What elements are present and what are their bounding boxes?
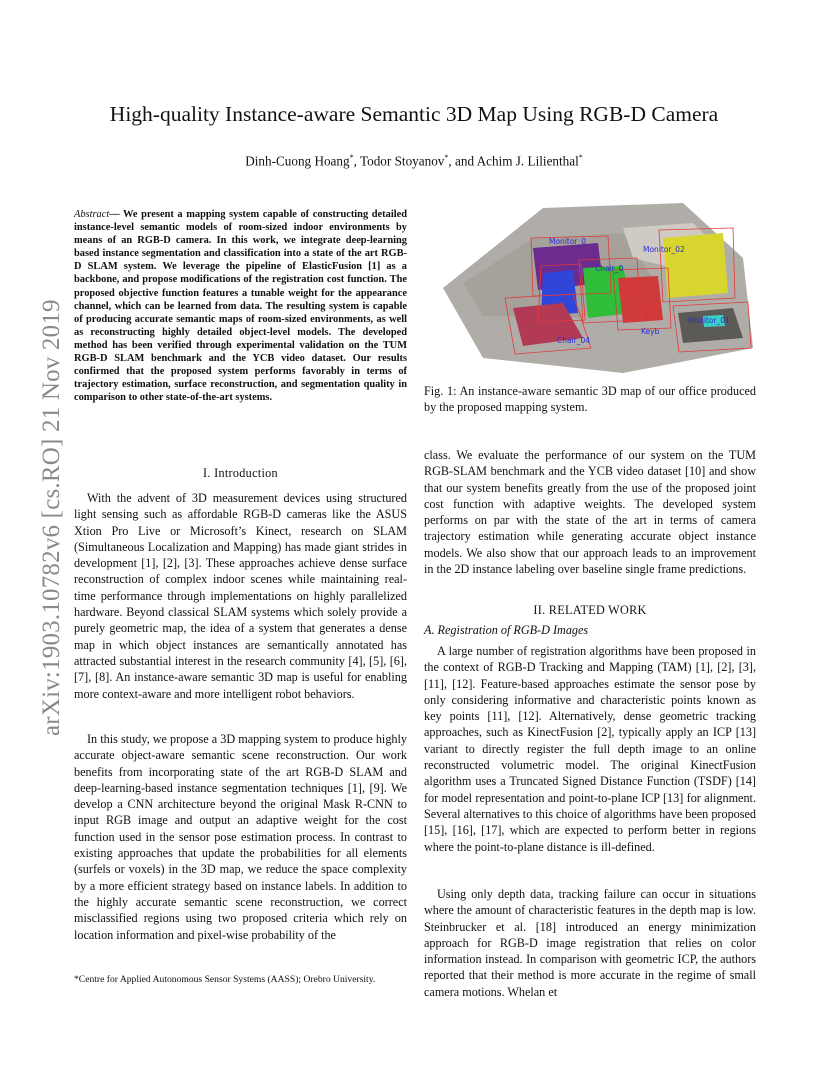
paragraph-text: class. We evaluate the performance of our system on the TUM RGB-SLAM benchmark and the YCB video dataset [10] and show that our system benefits greatly from the use of the proposed joint cost function with adaptive weights. The developed system performs on par with the state of the art in terms of camera trajectory estimation while generating accurate object instance models. We also show that our approach leads to an improvement in the 2D instance labeling over baseline single frame predictions. — [424, 448, 756, 577]
related-work-paragraph-1 — [424, 643, 756, 855]
author-list — [60, 149, 768, 170]
abstract-text: — We present a mapping system capable of constructing detailed instance-level semantic models of room-sized indoor environments by means of an RGB-D camera. In this work, we integrate deep-learning based instance segmentation and classification into a state of the art RGB-D SLAM system. We leverage the pipeline of ElasticFusion [1] as a backbone, and propose modifications of the registration cost function. The proposed objective function features a tunable weight for the appearance channel, which can be learned from data. The resulting system is capable of producing accurate semantic maps of room-sized environments, as well as reconstructing highly detailed object-level models. The developed method has been verified through experimental validation on the TUM RGB-D SLAM benchmark and the YCB video dataset. Our results confirmed that the proposed system performs favorably in terms of trajectory estimation, surface reconstruction, and segmentation quality in comparison to other state-of-the-art systems. — [74, 209, 407, 404]
paragraph-text: With the advent of 3D measurement devices using structured light sensing such as affordable RGB-D cameras like the ASUS Xtion Pro Live or Microsoft’s Kinect, research on SLAM (Simultaneous Localization and Mapping) has made giant strides in development [1], [2], [3]. These approaches achieve dense surface reconstruction of complex indoor scenes while maintaining real-time performance through implementations on highly parallelized hardware. Beyond classical SLAM systems which solely provide a purely geometric map, the idea of a system that generates a dense map in which object instances are semantically annotated has attracted substantial interest in the research community [4], [5], [6], [7], [8]. An instance-aware semantic 3D map is useful for enabling more context-aware and more intelligent robot behaviors. — [74, 491, 407, 701]
author-separator: , and — [448, 153, 477, 169]
section-heading-related-work: II. RELATED WORK — [533, 603, 647, 617]
abstract-lead: Abstract — [74, 209, 110, 220]
intro-paragraph-continued — [424, 447, 756, 577]
paragraph-text: Using only depth data, tracking failure can occur in situations where the amount of characteristic features in the depth map is low. Steinbrucker et al. [18] introduced an energy minimization approach for RGB-D image registration that relies on color information instead. In comparison with geometric ICP, the authors reported that their method is more accurate in the regime of small camera motions. Whelan et — [424, 887, 756, 999]
figure-semantic-map — [423, 198, 757, 378]
author-name: Achim J. Lilienthal — [476, 153, 579, 169]
affiliation-mark: * — [444, 153, 449, 162]
author-name: Dinh-Cuong Hoang — [245, 153, 350, 169]
paragraph-text: A large number of registration algorithms have been proposed in the context of RGB-D Tracking and Mapping (TAM) [1], [2], [3], [11], [12]. Feature-based approaches estimate the sensor pose by only considering informative and characteristic points known as key points [11], [12]. Alternatively, dense geometric tracking approaches, such as KinectFusion [2], typically apply an ICP [13] variant to directly register the full depth image to an online reconstructed volumetric model. The original KinectFusion algorithm uses a Truncated Signed Distance Function (TSDF) [14] for model representation and point-to-plane ICP [13] for alignment. Several alternatives to this choice of algorithms have been proposed [15], [16], [17], which are expected to perform better in regions where the point-to-plane distance is ill-defined. — [424, 644, 757, 854]
figure-caption: Fig. 1: An instance-aware semantic 3D map of our office produced by the proposed mapping system. — [424, 384, 756, 415]
figure-label: Chair_04 — [557, 336, 591, 345]
arxiv-identifier-margin — [18, 281, 65, 736]
paragraph-text: In this study, we propose a 3D mapping system to produce highly accurate object-aware semantic scene reconstruction. Our work benefits from incorporating state of the art RGB-D SLAM and deep-learning-based instance segmentation techniques [1], [9]. We develop a CNN architecture beyond the original Mask R-CNN to input RGB image and output an adaptive weight for the cost function used in the sensor pose estimation process. In contrast to existing approaches that update the probabilities for all elements (surfels or voxels) in the 3D map, we reduce the space complexity by a more efficient strategy based on instance labels. In addition to the highly accurate semantic scene reconstruction, we correct misclassified regions using two proposed criteria which rely on location information and pixel-wise probability of the — [74, 732, 407, 942]
intro-paragraph-2 — [74, 731, 407, 943]
figure-label: Monitor_0 — [549, 237, 587, 246]
footnote: *Centre for Applied Autonomous Sensor Systems (AASS); Orebro University. — [74, 974, 376, 985]
author-name: Todor Stoyanov — [359, 153, 445, 169]
related-work-paragraph-2 — [424, 886, 756, 1000]
abstract — [74, 208, 407, 404]
author-separator: , — [353, 153, 360, 169]
figure-label: Chair_0 — [595, 264, 624, 273]
paper-title: High-quality Instance-aware Semantic 3D Map Using RGB-D Camera — [109, 102, 719, 126]
section-heading-introduction: I. Introduction — [203, 466, 278, 480]
figure-label: Monitor_02 — [643, 245, 685, 254]
figure-label: Keyb — [641, 327, 660, 336]
affiliation-mark: * — [349, 153, 354, 162]
figure-label: Monitor_01 — [688, 316, 730, 325]
subsection-heading: A. Registration of RGB-D Images — [424, 623, 589, 637]
intro-paragraph-1 — [74, 490, 407, 702]
arxiv-identifier: arXiv:1903.10782v6 [cs.RO] 21 Nov 2019 — [38, 299, 65, 736]
affiliation-mark: * — [578, 153, 583, 162]
